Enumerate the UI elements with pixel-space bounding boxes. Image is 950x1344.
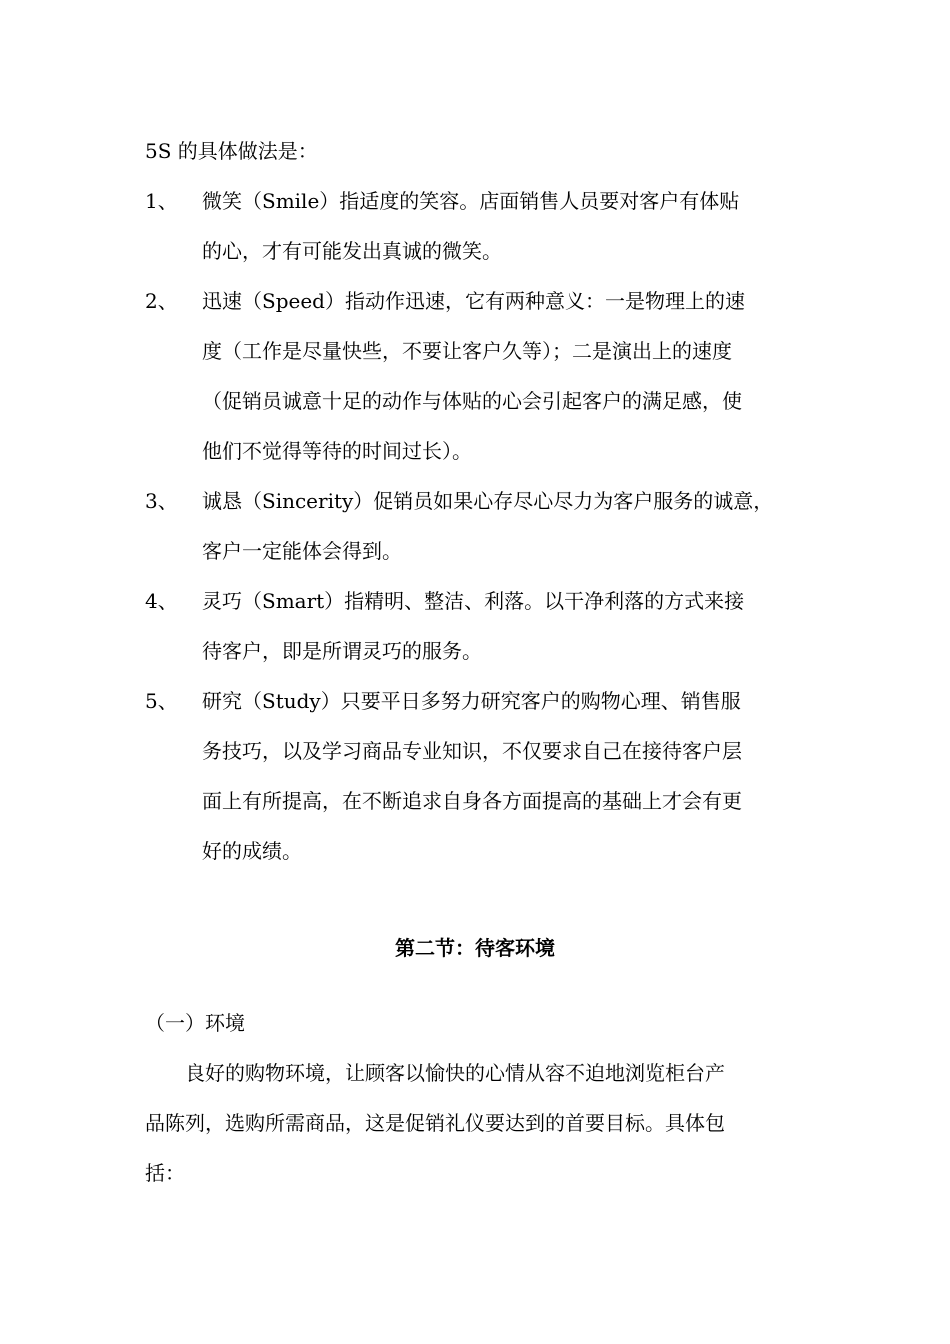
list-item-line: 迅速（Speed）指动作迅速，它有两种意义：一是物理上的速 (202, 289, 745, 313)
list-item-line: 务技巧，以及学习商品专业知识，不仅要求自己在接待客户层 (202, 739, 742, 763)
body-line: 括： (145, 1161, 185, 1185)
list-item-line: 诚恳（Sincerity）促销员如果心存尽心尽力为客户服务的诚意， (202, 489, 774, 513)
list-item-line: 好的成绩。 (202, 839, 302, 863)
list-item-number: 1、 (145, 189, 178, 213)
list-item-line: 他们不觉得等待的时间过长）。 (202, 439, 472, 463)
list-item-line: 面上有所提高，在不断追求自身各方面提高的基础上才会有更 (202, 789, 742, 813)
list-item-number: 5、 (145, 689, 178, 713)
section-title: 第二节：待客环境 (395, 936, 555, 960)
list-item-number: 3、 (145, 489, 178, 513)
list-item-line: 客户一定能体会得到。 (202, 539, 402, 563)
list-item-number: 2、 (145, 289, 178, 313)
body-line: 良好的购物环境，让顾客以愉快的心情从容不迫地浏览柜台产 (185, 1061, 725, 1085)
subsection-title: （一）环境 (145, 1011, 245, 1035)
body-line: 品陈列，选购所需商品，这是促销礼仪要达到的首要目标。具体包 (145, 1111, 725, 1135)
list-item-line: 研究（Study）只要平日多努力研究客户的购物心理、销售服 (202, 689, 741, 713)
list-item-line: 的心，才有可能发出真诚的微笑。 (202, 239, 502, 263)
list-item-line: 待客户，即是所谓灵巧的服务。 (202, 639, 482, 663)
list-item-number: 4、 (145, 589, 178, 613)
intro-line: 5S 的具体做法是： (145, 139, 318, 163)
list-item-line: 微笑（Smile）指适度的笑容。店面销售人员要对客户有体贴 (202, 189, 740, 213)
list-item-line: 度（工作是尽量快些，不要让客户久等）；二是演出上的速度 (202, 339, 732, 363)
list-item-line: （促销员诚意十足的动作与体贴的心会引起客户的满足感，使 (202, 389, 742, 413)
list-item-line: 灵巧（Smart）指精明、整洁、利落。以干净利落的方式来接 (202, 589, 745, 613)
